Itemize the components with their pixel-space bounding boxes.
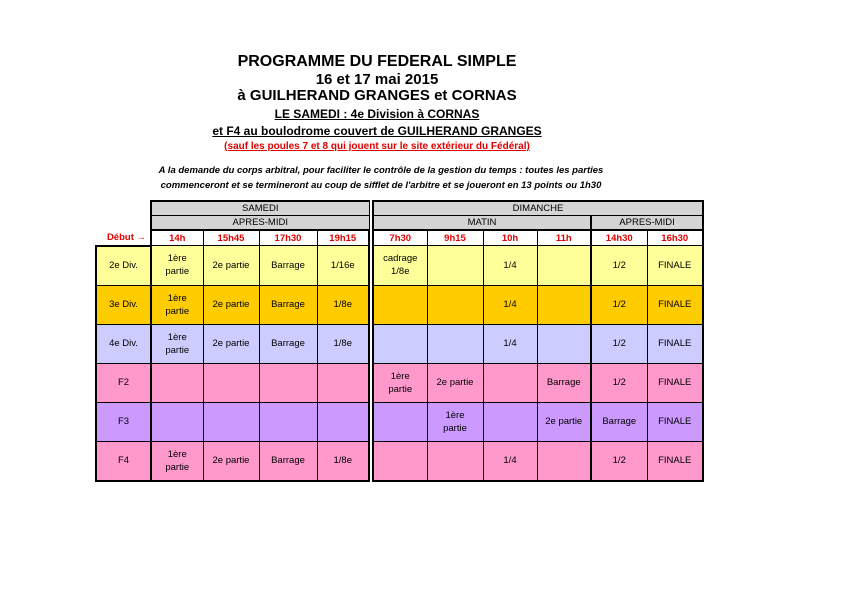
schedule-cell: 1ère partie [151, 441, 203, 481]
schedule-cell: 2e partie [203, 324, 259, 363]
schedule-cell: cadrage 1/8e [373, 246, 427, 286]
time-header: 14h30 [591, 230, 647, 246]
schedule-cell [427, 324, 483, 363]
schedule-cell: 1/4 [483, 246, 537, 286]
row-label: F3 [96, 402, 151, 441]
schedule-cell [427, 285, 483, 324]
schedule-cell: 1/2 [591, 324, 647, 363]
schedule-cell: 2e partie [203, 285, 259, 324]
time-header: 17h30 [259, 230, 317, 246]
schedule-cell: FINALE [647, 324, 703, 363]
schedule-cell: 1/8e [317, 324, 369, 363]
period-header-dimanche-matin: MATIN [373, 216, 591, 231]
schedule-cell: 2e partie [537, 402, 591, 441]
schedule-cell [373, 441, 427, 481]
row-label: F4 [96, 441, 151, 481]
schedule-cell [537, 285, 591, 324]
schedule-cell: 1ère partie [427, 402, 483, 441]
schedule-cell: FINALE [647, 402, 703, 441]
event-dates: 16 et 17 mai 2015 [315, 71, 439, 88]
schedule-cell: Barrage [259, 285, 317, 324]
schedule-cell [483, 402, 537, 441]
schedule-cell: Barrage [259, 324, 317, 363]
schedule-cell: Barrage [591, 402, 647, 441]
schedule-cell [151, 402, 203, 441]
schedule-cell [373, 285, 427, 324]
samedi-division-line: LE SAMEDI : 4e Division à CORNAS [274, 107, 480, 121]
time-header: 11h [537, 230, 591, 246]
schedule-cell [427, 441, 483, 481]
schedule-cell: FINALE [647, 246, 703, 286]
schedule-table [95, 200, 704, 482]
schedule-cell: 1/2 [591, 441, 647, 481]
schedule-cell: 1/2 [591, 363, 647, 402]
row-label: 2e Div. [96, 246, 151, 286]
schedule-cell: FINALE [647, 285, 703, 324]
table-row [96, 324, 703, 363]
schedule-cell [259, 402, 317, 441]
schedule-cell: FINALE [647, 441, 703, 481]
page-title: PROGRAMME DU FEDERAL SIMPLE [237, 53, 517, 70]
rules-note-line-2: commenceront et se termineront au coup de sifflet de l'arbitre et se joueront en 13 points ou 1h30 [160, 180, 602, 191]
schedule-cell: 1/4 [483, 285, 537, 324]
schedule-cell: Barrage [259, 441, 317, 481]
row-label: 3e Div. [96, 285, 151, 324]
day-header-dimanche: DIMANCHE [373, 201, 703, 216]
schedule-cell [151, 363, 203, 402]
schedule-cell [373, 402, 427, 441]
table-row [96, 246, 703, 286]
time-header: 9h15 [427, 230, 483, 246]
table-row [96, 441, 703, 481]
table-row [96, 363, 703, 402]
schedule-cell [427, 246, 483, 286]
time-header: 7h30 [373, 230, 427, 246]
schedule-cell [203, 363, 259, 402]
schedule-cell [317, 363, 369, 402]
exception-note: (sauf les poules 7 et 8 qui jouent sur le site extérieur du Fédéral) [224, 141, 530, 152]
day-header-samedi: SAMEDI [151, 201, 369, 216]
schedule-cell: 2e partie [203, 246, 259, 286]
schedule-cell: 1ère partie [151, 246, 203, 286]
period-header-samedi-apres-midi: APRES-MIDI [151, 216, 369, 231]
time-header: 15h45 [203, 230, 259, 246]
period-header-dimanche-apres-midi: APRES-MIDI [591, 216, 703, 231]
schedule-cell: 1/2 [591, 285, 647, 324]
f4-venue-line: et F4 au boulodrome couvert de GUILHERAND GRANGES [212, 124, 542, 138]
schedule-cell [259, 363, 317, 402]
schedule-cell: Barrage [537, 363, 591, 402]
table-row [96, 285, 703, 324]
row-label: F2 [96, 363, 151, 402]
schedule-cell: 1/2 [591, 246, 647, 286]
table-row [96, 402, 703, 441]
schedule-cell: 1ère partie [373, 363, 427, 402]
row-label: 4e Div. [96, 324, 151, 363]
time-header: 14h [151, 230, 203, 246]
schedule-cell: 1ère partie [151, 324, 203, 363]
schedule-cell [537, 441, 591, 481]
time-header: 10h [483, 230, 537, 246]
schedule-cell: 2e partie [427, 363, 483, 402]
schedule-cell: Barrage [259, 246, 317, 286]
schedule-cell [373, 324, 427, 363]
schedule-cell: 1/8e [317, 441, 369, 481]
schedule-cell: 1ère partie [151, 285, 203, 324]
schedule-cell: FINALE [647, 363, 703, 402]
schedule-cell [483, 363, 537, 402]
schedule-cell: 1/16e [317, 246, 369, 286]
rules-note-line-1: A la demande du corps arbitral, pour faciliter le contrôle de la gestion du temps : toutes les parties [158, 165, 604, 176]
schedule-cell [317, 402, 369, 441]
schedule-cell: 2e partie [203, 441, 259, 481]
time-header: 19h15 [317, 230, 369, 246]
schedule-cell [537, 246, 591, 286]
schedule-cell [537, 324, 591, 363]
debut-label: Début → [106, 231, 146, 243]
schedule-cell: 1/4 [483, 324, 537, 363]
schedule-cell: 1/8e [317, 285, 369, 324]
time-header: 16h30 [647, 230, 703, 246]
schedule-cell: 1/4 [483, 441, 537, 481]
event-location: à GUILHERAND GRANGES et CORNAS [237, 87, 517, 104]
schedule-cell [203, 402, 259, 441]
